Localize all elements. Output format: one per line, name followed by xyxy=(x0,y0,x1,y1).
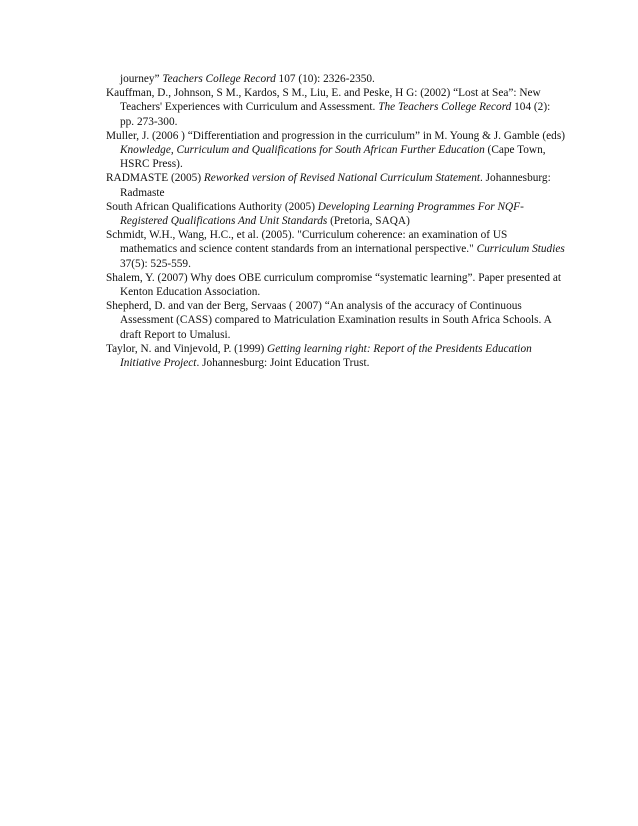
reference-entry xyxy=(106,228,566,271)
reference-text: South African Qualifications Authority (2005) xyxy=(106,200,318,213)
reference-entry xyxy=(106,129,566,172)
reference-text: journey” xyxy=(120,73,163,85)
reference-title: Teachers College Record xyxy=(162,73,276,85)
reference-title: Curriculum Studies xyxy=(476,243,565,256)
reference-text: RADMASTE (2005) xyxy=(106,172,204,185)
reference-text: Taylor, N. and Vinjevold, P. (1999) xyxy=(106,342,268,355)
reference-text: Shalem, Y. (2007) Why does OBE curriculum compromise “systematic learning”. Paper presented at Kenton Education Association. xyxy=(106,271,561,299)
reference-title: The Teachers College Record xyxy=(378,101,512,114)
reference-text: (Cape Town, HSRC Press). xyxy=(120,144,546,171)
reference-text: 37(5): 525-559. xyxy=(120,257,191,270)
reference-text: 107 (10): 2326-2350. xyxy=(275,73,375,85)
reference-entry xyxy=(106,86,566,129)
reference-text: (Pretoria, SAQA) xyxy=(327,215,410,228)
reference-text: Kauffman, D., Johnson, S M., Kardos, S M., Liu, E. and Peske, H G: (2002) “Lost at Sea”: New Teachers' Experiences with Curriculum and Assessment. xyxy=(106,87,541,114)
reference-entry xyxy=(106,72,566,86)
reference-text: Muller, J. (2006 ) “Differentiation and progression in the curriculum” in M. Young & J. Gamble (eds) xyxy=(106,129,565,142)
reference-list xyxy=(106,72,566,370)
reference-text: Schmidt, W.H., Wang, H.C., et al. (2005). "Curriculum coherence: an examination of US mathematics and science content standards from an international perspective." xyxy=(106,229,508,256)
reference-entry xyxy=(106,299,566,342)
reference-title: Getting learning right: Report of the Presidents Education Initiative Project xyxy=(120,342,532,370)
reference-title: Knowledge, Curriculum and Qualifications for South African Further Education xyxy=(120,144,485,157)
reference-text: . Johannesburg: Joint Education Trust. xyxy=(196,357,370,370)
reference-entry xyxy=(106,171,566,199)
reference-entry xyxy=(106,271,566,299)
reference-title: Developing Learning Programmes For NQF-Registered Qualifications And Unit Standards xyxy=(120,200,524,228)
reference-entry xyxy=(106,200,566,228)
reference-text: Shepherd, D. and van der Berg, Servaas ( 2007) “An analysis of the accuracy of Continuous Assessment (CASS) compared to Matriculation Examination results in South Africa Schools. A draft Report to Umalusi. xyxy=(106,300,552,341)
reference-entry xyxy=(106,342,566,370)
reference-title: Reworked version of Revised National Curriculum Statement xyxy=(203,172,481,185)
reference-text: 104 (2): pp. 273-300. xyxy=(120,101,551,128)
reference-text: . Johannesburg: Radmaste xyxy=(120,172,551,199)
